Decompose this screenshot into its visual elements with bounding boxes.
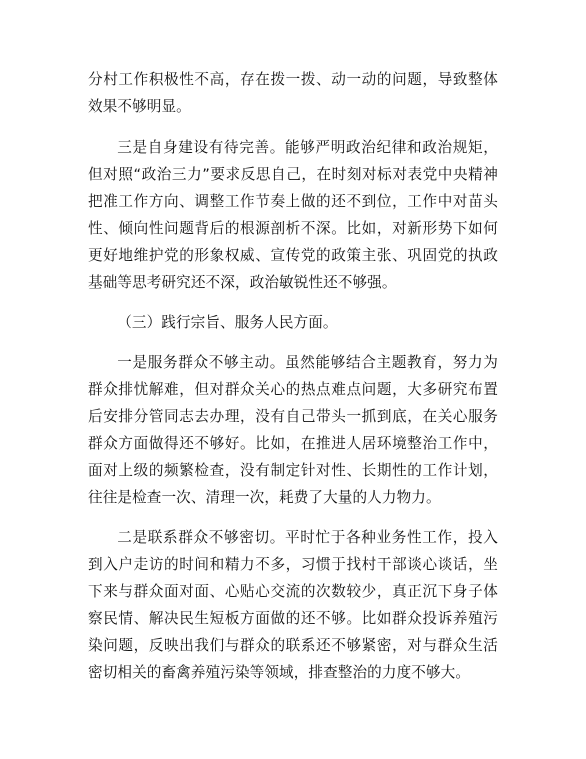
paragraph-continuation: 分村工作积极性不高，存在拨一拨、动一动的问题，导致整体效果不够明显。 (88, 71, 498, 115)
paragraph-contact-masses: 二是联系群众不够密切。平时忙于各种业务性工作，投入到入户走访的时间和精力不多，习惯于找村干部谈心谈话，坐下来与群众面对面、心贴心交流的次数较少，真正沉下身子体察民情、解决民生短板方面做的还不够。比如群众投诉养殖污染问题，反映出我们与群众的联系还不够紧密，对与群众生活密切相关的畜禽养殖污染等领域，排查整治的力度不够大。 (88, 529, 498, 681)
document-body (88, 66, 498, 699)
paragraph-serve-masses: 一是服务群众不够主动。虽然能够结合主题教育，努力为群众排忧解难，但对群众关心的热点难点问题，大多研究布置后安排分管同志去办理，没有自己带头一抓到底，在关心服务群众方面做得还不够好。比如，在推进人居环境整治工作中，面对上级的频繁检查，没有制定针对性、长期性的工作计划，往往是检查一次、清理一次，耗费了大量的人力物力。 (88, 354, 498, 506)
section-heading-serve-people: （三）践行宗旨、服务人民方面。 (117, 314, 338, 331)
paragraph-self-construction: 三是自身建设有待完善。能够严明政治纪律和政治规矩，但对照“政治三力”要求反思自己，在时刻对标对表党中央精神把准工作方向、调整工作节奏上做的还不到位，工作中对苗头性、倾向性问题背后的根源剖析不深。比如，对新形势下如何更好地维护党的形象权威、宣传党的政策主张、巩固党的执政基础等思考研究还不深，政治敏锐性还不够强。 (88, 139, 498, 291)
